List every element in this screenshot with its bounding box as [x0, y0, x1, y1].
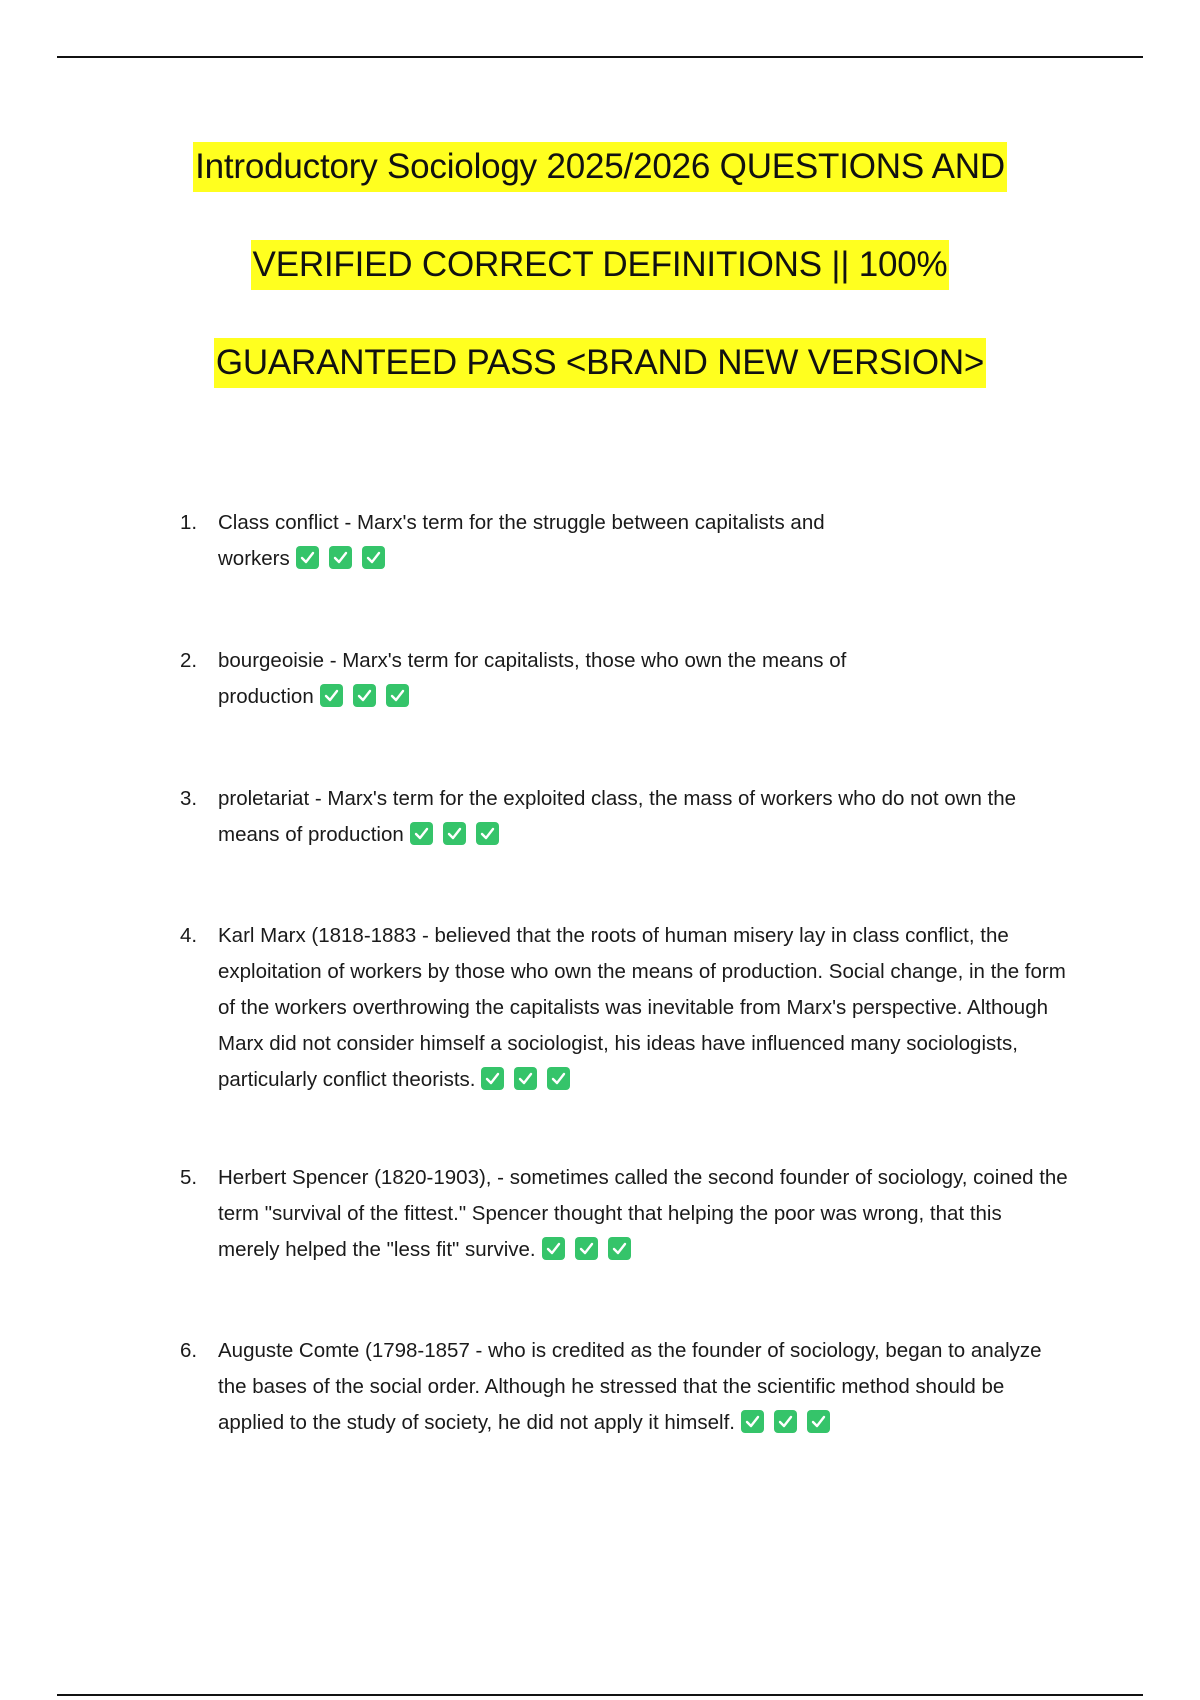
item-text: Auguste Comte (1798-1857 - who is credited as the founder of sociology, began to analyze the bases of the social order. Although he stressed that the scientific method should be applied to the study of society, he did not apply it himself. [218, 1339, 1042, 1434]
title-line-1-text: Introductory Sociology 2025/2026 QUESTIONS AND [193, 142, 1007, 192]
check-mark-icon [481, 1067, 504, 1090]
check-mark-icon [410, 822, 433, 845]
item-number: 2. [180, 649, 198, 672]
item-text-wrap [218, 643, 908, 715]
item-text: bourgeoisie - Marx's term for capitalists, those who own the means of production [218, 649, 847, 708]
check-mark-icon [353, 684, 376, 707]
item-text-wrap [218, 1333, 1068, 1441]
item-number: 4. [180, 924, 198, 947]
check-group [536, 1238, 631, 1261]
item-text: Karl Marx (1818-1883 - believed that the roots of human misery lay in class conflict, the exploitation of workers by those who own the means of production. Social change, in the form of the workers overthrowing the capitalists was inevitable from Marx's perspective. Although Marx did not consider himself a sociologist, his ideas have influenced many sociologists, particularly conflict theorists. [218, 924, 1066, 1091]
item-number: 5. [180, 1166, 198, 1189]
item-text-wrap [218, 781, 1068, 853]
check-group [290, 547, 385, 570]
check-mark-icon [807, 1410, 830, 1433]
item-number: 1. [180, 511, 198, 534]
check-mark-icon [476, 822, 499, 845]
check-group [475, 1068, 570, 1091]
check-mark-icon [608, 1237, 631, 1260]
check-group [735, 1411, 830, 1434]
item-text: Herbert Spencer (1820-1903), - sometimes called the second founder of sociology, coined the term "survival of the fittest." Spencer thought that helping the poor was wrong, that this merely helped the "less fit" survive. [218, 1166, 1068, 1261]
check-mark-icon [575, 1237, 598, 1260]
check-mark-icon [741, 1410, 764, 1433]
check-mark-icon [542, 1237, 565, 1260]
title-line-1 [0, 142, 1200, 240]
check-mark-icon [443, 822, 466, 845]
item-number: 6. [180, 1339, 198, 1362]
title-line-3 [0, 338, 1200, 436]
document-title [0, 142, 1200, 436]
item-text: Class conflict - Marx's term for the struggle between capitalists and workers [218, 511, 825, 570]
item-text-wrap [218, 505, 878, 577]
check-mark-icon [320, 684, 343, 707]
check-mark-icon [296, 546, 319, 569]
check-mark-icon [774, 1410, 797, 1433]
check-mark-icon [514, 1067, 537, 1090]
title-line-2-text: VERIFIED CORRECT DEFINITIONS || 100% [251, 240, 950, 290]
item-number: 3. [180, 787, 198, 810]
check-mark-icon [329, 546, 352, 569]
check-group [314, 685, 409, 708]
bottom-rule [57, 1694, 1143, 1696]
check-mark-icon [386, 684, 409, 707]
item-text-wrap [218, 1160, 1068, 1268]
item-text-wrap [218, 918, 1068, 1098]
title-line-3-text: GUARANTEED PASS <BRAND NEW VERSION> [214, 338, 986, 388]
title-line-2 [0, 240, 1200, 338]
check-mark-icon [362, 546, 385, 569]
check-mark-icon [547, 1067, 570, 1090]
top-rule [57, 56, 1143, 58]
check-group [404, 823, 499, 846]
item-text: proletariat - Marx's term for the exploited class, the mass of workers who do not own the means of production [218, 787, 1017, 846]
